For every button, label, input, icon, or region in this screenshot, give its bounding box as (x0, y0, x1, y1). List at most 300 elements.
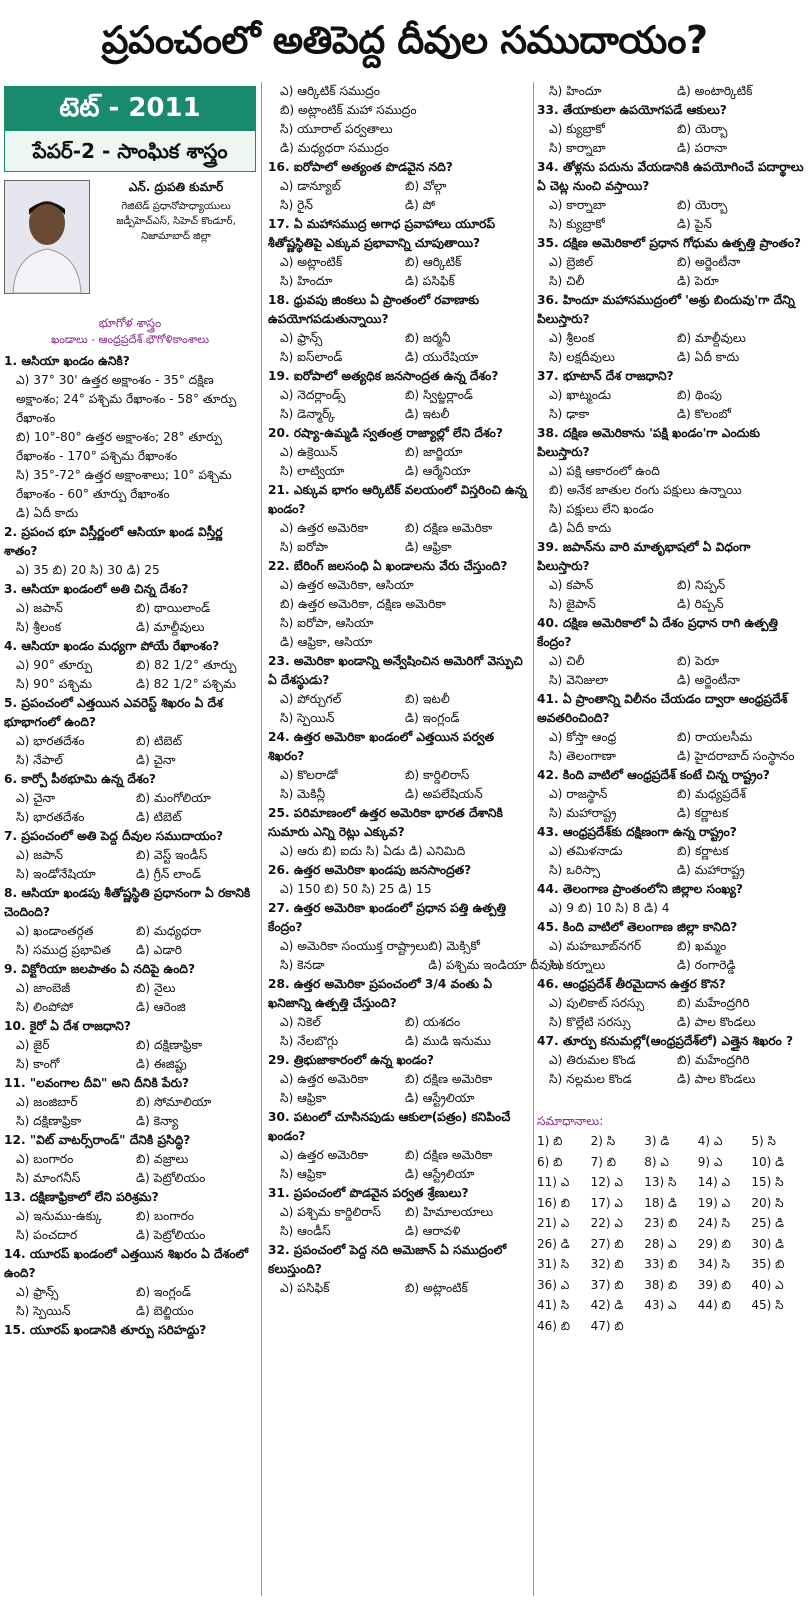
option: బి) దక్షిణ అమెరికా (405, 521, 493, 535)
question-text: 13. దక్షిణాఫ్రికాలో లేని పరిశ్రమ? (4, 1190, 159, 1204)
answer-item: 33) బి (644, 1257, 678, 1271)
options (268, 1070, 530, 1108)
answer-item: 14) ఎ (697, 1175, 731, 1189)
question-text: 19. ఐరోపాలో అత్యధిక జనసాంద్రత ఉన్న దేశం? (268, 369, 499, 383)
option: బి) టిబెట్ (136, 734, 182, 748)
option: బి) అర్జెంటీనా (677, 255, 741, 269)
column-1 (4, 82, 256, 1598)
question-text: 14. యూరప్ ఖండంలో ఎత్తయిన శిఖరం ఏ దేశంలో ఉంది? (4, 1247, 249, 1280)
question-text: 2. ప్రపంచ భూ విస్తీర్ణంలో ఆసియా ఖండ విస్తీర్ణ శాతం? (4, 525, 223, 558)
option: ఎ) జాంబెజీ (16, 981, 71, 995)
question (268, 652, 530, 728)
option: ఎ) పక్షి ఆకారంలో ఉంది (549, 464, 660, 478)
question (4, 1245, 256, 1321)
options (537, 82, 805, 101)
question-text: 17. ఏ మహాసముద్ర అగాధ ప్రవాహాలు యూరప్ శీతోష్ణస్థితిపై ఎక్కువ ప్రభావాన్ని చూపుతాయి? (268, 217, 496, 250)
question-text: 1. ఆసియా ఖండం ఉనికి? (4, 354, 130, 368)
option: డి) రిప్పన్ (677, 597, 724, 611)
option: డి) ఆరావళి (405, 1224, 461, 1238)
question (268, 215, 530, 291)
question (4, 1131, 256, 1188)
option: సి) ఒరిస్సా (549, 863, 601, 877)
option: డి) కర్ణాటక (677, 806, 729, 820)
option: ఎ) అమెరికా సంయుక్త రాష్ట్రాలు (280, 939, 429, 953)
author-school: జడ్పీహెచ్ఎస్, సిహెచ్ కొండూర్, (116, 216, 236, 227)
question (268, 1241, 530, 1298)
option: సి) మాంగనీస్ (16, 1171, 81, 1185)
answer-item: 45) సి (751, 1298, 784, 1312)
question (268, 1184, 530, 1241)
option: ఎ) ఉక్రెయిన్ (280, 445, 338, 459)
option: డి) ఎడారి (136, 943, 182, 957)
option: బి) ఉత్తర అమెరికా, దక్షిణ అమెరికా (280, 597, 446, 611)
options (537, 120, 805, 158)
option: సి) తెలంగాణా (549, 749, 616, 763)
options (537, 994, 805, 1032)
option: డి) మాల్దీవులు (136, 620, 205, 634)
option: సి) పంచదార (16, 1228, 78, 1242)
option: ఎ) బంగారం (16, 1152, 74, 1166)
question-text: 7. ప్రపంచంలో అతి పెద్ద దీవుల సముదాయం? (4, 829, 224, 843)
option: బి) జర్మనీ (405, 331, 451, 345)
option: బి) జార్జియా (405, 445, 463, 459)
options (268, 880, 530, 899)
options (537, 196, 805, 234)
option: బి) 82 1/2° తూర్పు (136, 658, 237, 672)
answer-item: 46) బి (537, 1318, 571, 1333)
option: ఎ) ఇనుము-ఉక్కు (16, 1209, 102, 1223)
answer-item: 36) ఎ (537, 1277, 570, 1292)
option: డి) ఆస్ట్రేలియా (405, 1167, 475, 1181)
option: డి) పెట్రోలియం (136, 1171, 206, 1185)
options (268, 842, 530, 861)
option: ఎ) 9 బి) 10 సి) 8 డి) 4 (549, 901, 670, 915)
option: సి) స్పెయిన్ (16, 1304, 71, 1318)
options (4, 599, 256, 637)
question-text: 38. దక్షిణ అమెరికాను 'పక్షి ఖండం'గా ఎందుకు పిలుస్తారు? (537, 426, 761, 459)
answer-item: 15) సి (751, 1175, 784, 1189)
option: సి) యూరాల్ పర్వతాలు (280, 122, 393, 136)
question (268, 975, 530, 1051)
option: ఎ) పసిఫిక్ (280, 1281, 330, 1295)
option: బి) అట్లాంటిక్ (405, 1281, 468, 1295)
option: బి) థాయిలాండ్ (136, 601, 211, 615)
option: సి) ఐరోపా (280, 540, 328, 554)
option: డి) పాల కొండలు (677, 1072, 756, 1086)
answers-heading: సమాధానాలు: (537, 1114, 604, 1128)
options (537, 386, 805, 424)
question (4, 960, 256, 1017)
question-text: 21. ఎక్కువ భాగం ఆర్కిటిక్ వలయంలో విస్తరించి ఉన్న ఖండం? (268, 483, 527, 516)
option: బి) మహేంద్రగిరి (677, 996, 750, 1010)
options (4, 979, 256, 1017)
option: ఎ) బ్రెజిల్ (549, 255, 593, 269)
question-text: 32. ప్రపంచంలో పెద్ద నది అమెజాన్ ఏ సముద్రంలో కలుస్తుంది? (268, 1243, 507, 1276)
answer-item: 31) సి (537, 1257, 570, 1271)
option: డి) అర్జెంటీనా (677, 673, 740, 687)
option: సి) లాట్వియా (280, 464, 345, 478)
option: సి) హిందూ (280, 274, 333, 288)
option: బి) ఇంగ్లండ్ (136, 1285, 191, 1299)
question (537, 918, 805, 975)
option: సి) స్పెయిన్ (280, 711, 335, 725)
option: బి) పెరూ (677, 654, 720, 668)
option: డి) ఆఫ్రికా (405, 540, 452, 554)
option: సి) నేలబొగ్గు (280, 1034, 339, 1048)
question (268, 424, 530, 481)
option: డి) మధ్యధరా సముద్రం (280, 141, 389, 155)
answer-item: 7) బి (590, 1154, 616, 1169)
question-list (4, 352, 256, 1340)
answer-item: 21) ఎ (537, 1216, 570, 1230)
options (268, 576, 530, 652)
options (537, 937, 805, 975)
question (537, 82, 805, 101)
options (537, 253, 805, 291)
author-district: నిజామాబాద్ జిల్లా (141, 231, 211, 242)
answer-item: 40) ఎ (751, 1277, 784, 1292)
answer-item: 24) సి (697, 1216, 730, 1230)
option: సి) ఐరోపా, ఆసియా (280, 616, 374, 630)
answer-item: 41) సి (537, 1298, 570, 1312)
option: ఎ) ఆరు బి) ఐదు సి) ఏడు డి) ఎనిమిది (280, 844, 466, 858)
option: బి) నిప్పన్ (677, 578, 726, 592)
question-text: 6. కార్పో పీఠభూమి ఉన్న దేశం? (4, 772, 156, 786)
question-text: 10. కైరో ఏ దేశ రాజధాని? (4, 1019, 131, 1033)
answer-item: 16) బి (537, 1195, 571, 1210)
option: ఎ) నెదర్లాండ్స్ (280, 388, 346, 402)
option: సి) ఇండోనేషియా (16, 867, 96, 881)
options (268, 329, 530, 367)
option: బి) హిమాలయాలు (405, 1205, 494, 1219)
question-text: 24. ఉత్తర అమెరికా ఖండంలో ఎత్తయిన పర్వత శిఖరం? (268, 730, 494, 763)
question-text: 44. తెలంగాణ ప్రాంతంలోని జిల్లాల సంఖ్య? (537, 882, 743, 896)
option: బి) మంగోలియా (136, 791, 211, 805)
question-text: 37. భూటాన్ దేశ రాజధాని? (537, 369, 674, 383)
question-text: 20. రష్యా-ఉమ్మడి స్వతంత్ర రాజ్యాల్లో లేని దేశం? (268, 426, 503, 440)
option: డి) ముడి ఇనుము (405, 1034, 491, 1048)
question (4, 580, 256, 637)
option: ఎ) 37° 30' ఉత్తర అక్షాంశం - 35° దక్షిణ అక్షాంశం; 24° పశ్చిమ రేఖాంశం - 58° తూర్పు రేఖాంశం (16, 373, 237, 425)
options (268, 386, 530, 424)
question-text: 34. తోళ్లను పదును వేయడానికి ఉపయోగించే పదార్థాలు ఏ చెట్ల నుంచి వస్తాయి? (537, 160, 804, 193)
option: ఎ) భారతదేశం (16, 734, 85, 748)
answer-item: 17) ఎ (590, 1195, 623, 1210)
question (4, 694, 256, 770)
options (268, 766, 530, 804)
question-text: 30. పటంలో చూసినపుడు ఆకులా(పత్రం) కనిపించే ఖండం? (268, 1110, 511, 1143)
option: బి) 10°-80° ఉత్తర అక్షాంశం; 28° తూర్పు రేఖాంశం - 170° పశ్చిమ రేఖాంశం (16, 430, 222, 463)
option: సి) వెనిజులా (549, 673, 608, 687)
option: డి) పసిఫిక్ (405, 274, 455, 288)
question-text: 46. ఆంధ్రప్రదేశ్ తీరమైదాన ఉత్తర కొన? (537, 977, 726, 991)
option: డి) హైదరాబాద్ సంస్థానం (677, 749, 795, 763)
answer-item: 19) ఎ (697, 1195, 731, 1210)
question-text: 42. కింది వాటిలో ఆంధ్రప్రదేశ్ కంటే చిన్న రాష్ట్రం? (537, 768, 770, 782)
question-text: 3. ఆసియా ఖండంలో అతి చిన్న దేశం? (4, 582, 189, 596)
option: డి) పెరూ (677, 274, 719, 288)
answer-item: 2) సి (590, 1134, 616, 1148)
option: బి) ఇటలీ (405, 692, 450, 706)
option: బి) స్విట్జర్లాండ్ (405, 388, 473, 402)
option: సి) చిలీ (549, 274, 585, 288)
answer-item: 3) డి (644, 1134, 670, 1148)
option: ఎ) చిలీ (549, 654, 585, 668)
option: ఎ) కార్నాబా (549, 198, 606, 212)
question (537, 766, 805, 823)
option: డి) పెట్రోలియం (136, 1228, 206, 1242)
option: ఎ) ఆర్కిటిక్ సముద్రం (280, 84, 380, 98)
options (4, 371, 256, 523)
question (537, 880, 805, 918)
option: ఎ) కోస్తా ఆంధ్ర (549, 730, 617, 744)
question-text: 41. ఏ ప్రాంతాన్ని విలీనం చేయడం ద్వారా ఆంధ్రప్రదేశ్ అవతరించింది? (537, 692, 788, 725)
option: సి) లింపోపో (16, 1000, 74, 1014)
option: ఎ) తమిళనాడు (549, 844, 623, 858)
option: ఎ) ఉత్తర అమెరికా (280, 1148, 369, 1162)
answer-item: 23) బి (644, 1216, 678, 1230)
option: ఎ) ఉత్తర అమెరికా (280, 521, 369, 535)
answer-item: 42) డి (590, 1298, 624, 1312)
question-text: 25. పరిమాణంలో ఉత్తర అమెరికా భారత దేశానికి సుమారు ఎన్ని రెట్లు ఎక్కువ? (268, 806, 503, 839)
option: డి) ఏదీ కాదు (549, 521, 612, 535)
options (537, 576, 805, 614)
option: డి) బెల్జియం (136, 1304, 194, 1318)
answer-key (537, 1131, 805, 1336)
options (268, 1013, 530, 1051)
option: సి) దక్షిణాఫ్రికా (16, 1114, 82, 1128)
options (4, 1036, 256, 1074)
option: సి) కర్నూలు (549, 958, 606, 972)
option: డి) యురేషియా (405, 350, 479, 364)
answer-item: 1) బి (537, 1134, 563, 1148)
option: సి) ఢాకా (549, 407, 590, 421)
option: సి) జైపాన్ (549, 597, 596, 611)
option: ఎ) క్యుబ్రాకో (549, 122, 605, 136)
question (537, 823, 805, 880)
option: బి) యెర్బా (677, 122, 728, 136)
option: ఎ) 90° తూర్పు (16, 658, 93, 672)
option: సి) ఆఫ్రికా (280, 1167, 327, 1181)
options (268, 937, 564, 975)
question-text: 47. తూర్పు కనుమల్లో(ఆంధ్రప్రదేశ్‌లో) ఎత్తైన శిఖరం ? (537, 1034, 794, 1048)
option: సి) నల్లమల కొండ (549, 1072, 632, 1086)
option: ఎ) ఉత్తర అమెరికా (280, 1072, 369, 1086)
answer-item: 26) డి (537, 1236, 570, 1251)
answer-item: 27) బి (590, 1236, 624, 1251)
option: బి) రాయలసీమ (677, 730, 753, 744)
question (268, 158, 530, 215)
answer-item: 37) బి (590, 1277, 624, 1292)
question (4, 1321, 256, 1340)
options (268, 1203, 530, 1241)
option: ఎ) 35 బి) 20 సి) 30 డి) 25 (16, 563, 160, 577)
answer-item: 34) సి (697, 1257, 730, 1271)
option: డి) పాల కొండలు (677, 1015, 756, 1029)
option: ఎ) జైర్ (16, 1038, 50, 1052)
question (537, 158, 805, 234)
question (268, 899, 564, 975)
option: డి) ఆరెంజి (136, 1000, 186, 1014)
options (4, 1207, 256, 1245)
answer-item: 11) ఎ (537, 1175, 570, 1189)
option: సి) ఐస్‌లాండ్ (280, 350, 343, 364)
option: డి) పశ్చిమ ఇండియా దీవులు (428, 958, 564, 972)
question (4, 352, 256, 523)
question (537, 424, 805, 538)
option: డి) పో (405, 198, 436, 212)
option: సి) క్యుబ్రాకో (549, 217, 605, 231)
option: బి) అట్లాంటిక్ మహా సముద్రం (280, 103, 417, 117)
option: బి) మహేంద్రగిరి (677, 1053, 750, 1067)
column-divider (533, 82, 534, 1596)
question-text: 4. ఆసియా ఖండం మధ్యగా పోయే రేఖాంశం? (4, 639, 220, 653)
question-text: 35. దక్షిణ అమెరికాలో ప్రధాన గోధుమ ఉత్పత్తి ప్రాంతం? (537, 236, 801, 250)
question (268, 481, 530, 557)
option: ఎ) పులికాట్ సరస్సు (549, 996, 645, 1010)
option: బి) మెక్సికో (428, 939, 480, 953)
answer-item: 29) బి (697, 1236, 731, 1251)
options (268, 177, 530, 215)
option: ఎ) తిరుమల కొండ (549, 1053, 636, 1067)
options (268, 1279, 530, 1298)
option: బి) ఆర్కిటిక్ (405, 255, 462, 269)
option: బి) అనేక జాతుల రంగు పక్షులు ఉన్నాయి (549, 483, 742, 497)
option: బి) యెర్బా (677, 198, 728, 212)
answer-item: 5) సి (751, 1134, 776, 1148)
option: డి) మహారాష్ట్ర (677, 863, 745, 877)
answer-item: 30) డి (751, 1236, 785, 1251)
option: డి) ఆర్మేనియా (405, 464, 471, 478)
options (4, 1283, 256, 1321)
option: డి) పైన్ (677, 217, 712, 231)
author-box (4, 180, 256, 300)
question-text: 36. హిందూ మహాసముద్రంలో 'అశ్రు బిందువు'గా దేన్ని పిలుస్తారు? (537, 293, 795, 326)
options (537, 329, 805, 367)
answer-item: 8) ఎ (644, 1154, 669, 1169)
option: ఎ) శ్రీలంక (549, 331, 595, 345)
answer-item: 47) బి (590, 1318, 624, 1333)
options (537, 785, 805, 823)
answer-item: 32) బి (590, 1257, 624, 1271)
question-text: 33. తేయాకులా ఉపయోగపడే ఆకులు? (537, 103, 727, 117)
question (4, 770, 256, 827)
option: బి) నైలు (136, 981, 176, 995)
option: సి) శ్రీలంక (16, 620, 62, 634)
option: బి) బంగారం (136, 1209, 194, 1223)
option: డి) ఏదీ కాదు (677, 350, 740, 364)
question-text: 29. త్రిభుజాకారంలో ఉన్న ఖండం? (268, 1053, 434, 1067)
options (4, 846, 256, 884)
option: సి) రైన్ (280, 198, 313, 212)
option: డి) అంటార్కిటిక్ (677, 84, 753, 98)
answer-item: 4) ఎ (697, 1134, 723, 1148)
question (537, 291, 805, 367)
option: ఎ) నికెల్ (280, 1015, 321, 1029)
question (268, 861, 530, 899)
option: సి) 90° పశ్చిమ (16, 677, 93, 691)
option: డి) 82 1/2° పశ్చిమ (136, 677, 237, 691)
option: ఎ) 150 బి) 50 సి) 25 డి) 15 (280, 882, 432, 896)
option: ఎ) మహబూబ్‌నగర్ (549, 939, 642, 953)
answer-item: 25) డి (751, 1216, 785, 1230)
question (537, 975, 805, 1032)
option: బి) మాల్దీవులు (677, 331, 746, 345)
answer-item: 22) ఎ (590, 1216, 623, 1230)
question-text: 39. జపాన్‌ను వారి మాతృభాషలో ఏ విధంగా పిలుస్తారు? (537, 540, 751, 573)
headline: ప్రపంచంలో అతిపెద్ద దీవుల సముదాయం? (101, 18, 708, 62)
question (268, 1051, 530, 1108)
options (537, 728, 805, 766)
question-text: 11. "లవంగాల దీవి" అని దీనికి పేరు? (4, 1076, 190, 1090)
options (4, 922, 256, 960)
question (4, 523, 256, 580)
options (4, 732, 256, 770)
option: డి) ఇటలీ (405, 407, 450, 421)
option: సి) లక్షదీవులు (549, 350, 615, 364)
question (4, 1017, 256, 1074)
question-text: 8. ఆసియా ఖండపు శీతోష్ణస్థితి ప్రధానంగా ఏ రకానికి చెందింది? (4, 886, 251, 919)
answer-item: 20) సి (751, 1195, 784, 1210)
option: బి) మధ్యధరా (136, 924, 202, 938)
option: డి) పరానా (677, 141, 728, 155)
answer-item: 39) బి (697, 1277, 731, 1292)
option: డి) టిబెట్ (136, 810, 182, 824)
question (4, 884, 256, 960)
question-text: 26. ఉత్తర అమెరికా ఖండపు జనసాంద్రత? (268, 863, 472, 877)
options (4, 1150, 256, 1188)
question (268, 291, 530, 367)
option: ఎ) చైనా (16, 791, 56, 805)
question (268, 1108, 530, 1184)
option: బి) వెస్ట్ ఇండీస్ (136, 848, 208, 862)
question-text: 9. విక్టోరియా జలపాతం ఏ నదిపై ఉంది? (4, 962, 196, 976)
paper-title: పేపర్-2 - సాంఘిక శాస్త్రం (4, 130, 256, 172)
option: డి) ఆస్ట్రేలియా (405, 1091, 475, 1105)
column-3 (537, 82, 805, 1598)
question-list (537, 82, 805, 1089)
answer-item: 28) ఎ (644, 1236, 677, 1251)
answer-item: 43) ఎ (644, 1298, 677, 1312)
option: బి) యశదం (405, 1015, 461, 1029)
question (537, 1032, 805, 1089)
question (537, 538, 805, 614)
option: ఎ) రాజస్థాన్ (549, 787, 608, 801)
option: డి) ఆఫ్రికా, ఆసియా (280, 635, 373, 649)
options (268, 1146, 530, 1184)
question-text: 22. బేరింగ్ జలసంధి ఏ ఖండాలను వేరు చేస్తుంది? (268, 559, 508, 573)
options (4, 561, 256, 580)
options (537, 462, 805, 538)
question-text: 23. అమెరికా ఖండాన్ని అన్వేషించిన అమెరిగో వెస్పుచి ఏ దేశస్థుడు? (268, 654, 523, 687)
options (268, 690, 530, 728)
option: ఎ) పోర్చుగల్ (280, 692, 342, 706)
option: సి) నేపాల్ (16, 753, 63, 767)
option: సి) డెన్మార్క్ (280, 407, 335, 421)
option: సి) 35°-72° ఉత్తర అక్షాంశాలు; 10° పశ్చిమ రేఖాంశం - 60° తూర్పు రేఖాంశం (16, 468, 232, 501)
option: ఎ) ఫ్రాన్స్ (16, 1285, 59, 1299)
option: ఎ) డాన్యూబ్ (280, 179, 341, 193)
column-divider (261, 82, 262, 1596)
option: సి) మహారాష్ట్ర (549, 806, 617, 820)
question (268, 804, 530, 861)
question (4, 637, 256, 694)
option: ఎ) ఉత్తర అమెరికా, ఆసియా (280, 578, 414, 592)
option: ఎ) కొలరాడో (280, 768, 338, 782)
question (268, 367, 530, 424)
option: సి) కొల్లేటి సరస్సు (549, 1015, 631, 1029)
options (537, 899, 805, 918)
